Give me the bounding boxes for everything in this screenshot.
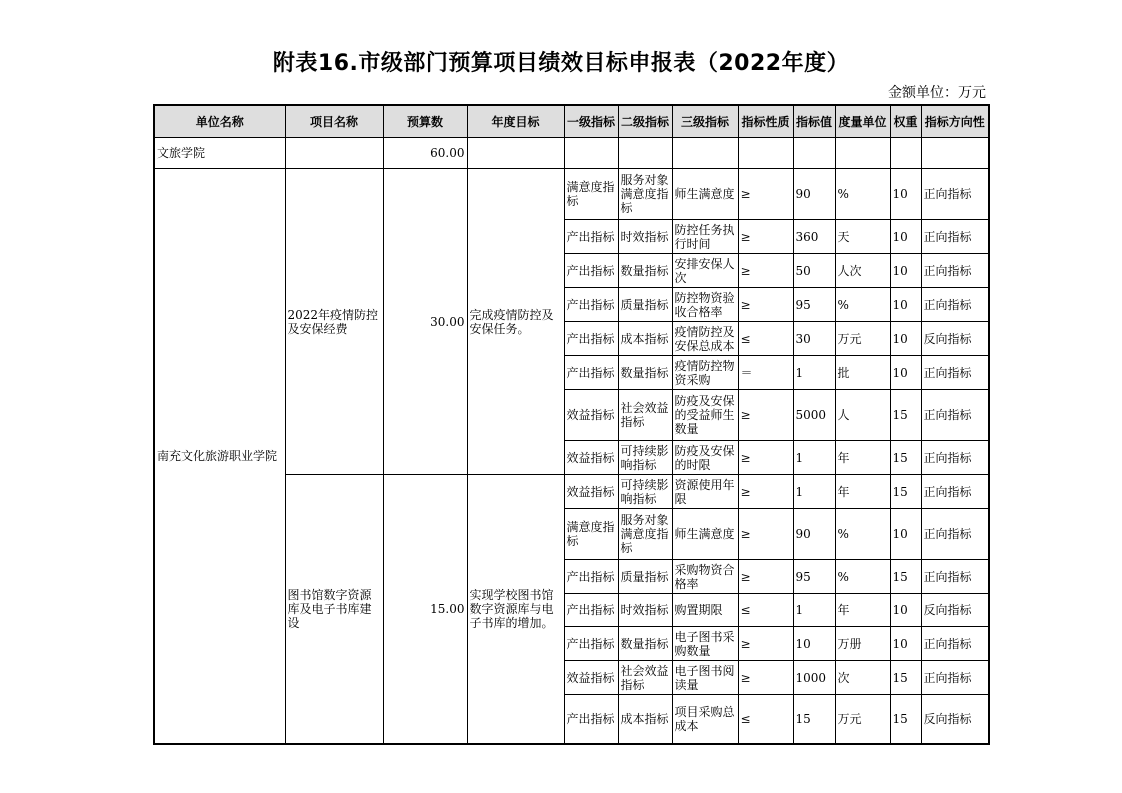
indicator-value: 50 — [793, 254, 835, 288]
col-nature: 指标性质 — [738, 105, 793, 138]
col-level1: 一级指标 — [564, 105, 618, 138]
level1-indicator: 产出指标 — [564, 356, 618, 390]
indicator-nature: ≤ — [738, 322, 793, 356]
indicator-weight: 15 — [890, 560, 921, 594]
indicator-nature: ≤ — [738, 594, 793, 627]
level2-indicator: 时效指标 — [618, 594, 672, 627]
indicator-value: 360 — [793, 220, 835, 254]
level3-indicator: 师生满意度 — [672, 509, 738, 560]
project-goal-cell: 完成疫情防控及安保任务。 — [467, 169, 564, 475]
col-value: 指标值 — [793, 105, 835, 138]
level2-indicator: 成本指标 — [618, 695, 672, 744]
performance-table — [153, 104, 990, 745]
level3-indicator: 采购物资合格率 — [672, 560, 738, 594]
project-budget-cell: 15.00 — [383, 475, 467, 744]
level1-indicator: 满意度指标 — [564, 509, 618, 560]
level3-indicator: 疫情防控及安保总成本 — [672, 322, 738, 356]
measure-unit: 年 — [835, 475, 890, 509]
col-project-name: 项目名称 — [285, 105, 383, 138]
indicator-nature: ≥ — [738, 169, 793, 220]
indicator-weight: 10 — [890, 254, 921, 288]
level2-indicator: 社会效益指标 — [618, 390, 672, 441]
level3-indicator: 安排安保人次 — [672, 254, 738, 288]
level3-indicator: 防控任务执行时间 — [672, 220, 738, 254]
project-name-cell: 2022年疫情防控及安保经费 — [285, 169, 383, 475]
measure-unit: % — [835, 169, 890, 220]
indicator-nature: ≥ — [738, 288, 793, 322]
indicator-direction: 正向指标 — [921, 288, 989, 322]
indicator-nature: ≥ — [738, 390, 793, 441]
indicator-direction: 正向指标 — [921, 254, 989, 288]
indicator-value: 90 — [793, 169, 835, 220]
indicator-nature: ≥ — [738, 509, 793, 560]
indicator-direction: 正向指标 — [921, 169, 989, 220]
project-budget-cell: 30.00 — [383, 169, 467, 475]
indicator-weight: 15 — [890, 441, 921, 475]
col-budget: 预算数 — [383, 105, 467, 138]
summary-project — [285, 138, 383, 169]
indicator-weight: 15 — [890, 695, 921, 744]
indicator-nature: ≥ — [738, 441, 793, 475]
level3-indicator: 电子图书采购数量 — [672, 627, 738, 661]
indicator-direction: 正向指标 — [921, 220, 989, 254]
indicator-value: 1 — [793, 475, 835, 509]
indicator-direction: 正向指标 — [921, 509, 989, 560]
measure-unit: 万元 — [835, 695, 890, 744]
summary-goal — [467, 138, 564, 169]
summary-row — [154, 138, 989, 169]
indicator-weight: 10 — [890, 169, 921, 220]
indicator-weight: 10 — [890, 288, 921, 322]
level2-indicator: 数量指标 — [618, 254, 672, 288]
level3-indicator: 师生满意度 — [672, 169, 738, 220]
level1-indicator: 满意度指标 — [564, 169, 618, 220]
indicator-weight: 10 — [890, 627, 921, 661]
col-unit-name: 单位名称 — [154, 105, 285, 138]
level1-indicator: 效益指标 — [564, 475, 618, 509]
level1-indicator: 产出指标 — [564, 627, 618, 661]
indicator-nature: ≥ — [738, 560, 793, 594]
col-measure-unit: 度量单位 — [835, 105, 890, 138]
indicator-value: 1 — [793, 594, 835, 627]
indicator-value: 15 — [793, 695, 835, 744]
level3-indicator: 资源使用年限 — [672, 475, 738, 509]
indicator-direction: 正向指标 — [921, 627, 989, 661]
measure-unit: 批 — [835, 356, 890, 390]
indicator-value: 1 — [793, 356, 835, 390]
indicator-weight: 15 — [890, 475, 921, 509]
level3-indicator: 疫情防控物资采购 — [672, 356, 738, 390]
level1-indicator: 产出指标 — [564, 220, 618, 254]
indicator-nature: ≥ — [738, 661, 793, 695]
level1-indicator: 效益指标 — [564, 390, 618, 441]
indicator-weight: 15 — [890, 661, 921, 695]
indicator-weight: 10 — [890, 220, 921, 254]
amount-unit-label: 金额单位：万元 — [888, 85, 986, 101]
level1-indicator: 效益指标 — [564, 441, 618, 475]
project-goal-cell: 实现学校图书馆数字资源库与电子书库的增加。 — [467, 475, 564, 744]
indicator-weight: 10 — [890, 322, 921, 356]
indicator-value: 30 — [793, 322, 835, 356]
indicator-value: 1 — [793, 441, 835, 475]
measure-unit: 万册 — [835, 627, 890, 661]
indicator-value: 1000 — [793, 661, 835, 695]
indicator-direction: 正向指标 — [921, 390, 989, 441]
indicator-weight: 10 — [890, 509, 921, 560]
measure-unit: % — [835, 509, 890, 560]
summary-budget: 60.00 — [383, 138, 467, 169]
summary-unit: 文旅学院 — [154, 138, 285, 169]
level2-indicator: 质量指标 — [618, 288, 672, 322]
indicator-row — [154, 169, 989, 220]
measure-unit: 年 — [835, 594, 890, 627]
measure-unit: 万元 — [835, 322, 890, 356]
indicator-direction: 正向指标 — [921, 356, 989, 390]
level3-indicator: 电子图书阅读量 — [672, 661, 738, 695]
measure-unit: 次 — [835, 661, 890, 695]
level2-indicator: 时效指标 — [618, 220, 672, 254]
indicator-direction: 反向指标 — [921, 695, 989, 744]
measure-unit: 人次 — [835, 254, 890, 288]
indicator-nature: ≥ — [738, 254, 793, 288]
indicator-value: 90 — [793, 509, 835, 560]
level3-indicator: 项目采购总成本 — [672, 695, 738, 744]
col-level3: 三级指标 — [672, 105, 738, 138]
measure-unit: 人 — [835, 390, 890, 441]
indicator-direction: 正向指标 — [921, 661, 989, 695]
page-title: 附表16.市级部门预算项目绩效目标申报表（2022年度） — [272, 51, 850, 76]
level3-indicator: 防控物资验收合格率 — [672, 288, 738, 322]
level1-indicator: 产出指标 — [564, 322, 618, 356]
indicator-value: 5000 — [793, 390, 835, 441]
level2-indicator: 数量指标 — [618, 356, 672, 390]
level2-indicator: 服务对象满意度指标 — [618, 169, 672, 220]
col-direction: 指标方向性 — [921, 105, 989, 138]
indicator-direction: 正向指标 — [921, 475, 989, 509]
level2-indicator: 可持续影响指标 — [618, 441, 672, 475]
indicator-nature: ＝ — [738, 356, 793, 390]
level1-indicator: 产出指标 — [564, 254, 618, 288]
project-name-cell: 图书馆数字资源库及电子书库建设 — [285, 475, 383, 744]
level1-indicator: 效益指标 — [564, 661, 618, 695]
measure-unit: 天 — [835, 220, 890, 254]
indicator-direction: 反向指标 — [921, 594, 989, 627]
level3-indicator: 防疫及安保的时限 — [672, 441, 738, 475]
indicator-direction: 反向指标 — [921, 322, 989, 356]
indicator-nature: ≤ — [738, 695, 793, 744]
level2-indicator: 服务对象满意度指标 — [618, 509, 672, 560]
indicator-weight: 10 — [890, 594, 921, 627]
measure-unit: % — [835, 288, 890, 322]
level2-indicator: 可持续影响指标 — [618, 475, 672, 509]
header-row — [154, 105, 989, 138]
level2-indicator: 社会效益指标 — [618, 661, 672, 695]
level1-indicator: 产出指标 — [564, 594, 618, 627]
level1-indicator: 产出指标 — [564, 560, 618, 594]
indicator-nature: ≥ — [738, 475, 793, 509]
level3-indicator: 购置期限 — [672, 594, 738, 627]
level1-indicator: 产出指标 — [564, 288, 618, 322]
measure-unit: % — [835, 560, 890, 594]
indicator-weight: 15 — [890, 390, 921, 441]
col-weight: 权重 — [890, 105, 921, 138]
level1-indicator: 产出指标 — [564, 695, 618, 744]
level2-indicator: 质量指标 — [618, 560, 672, 594]
unit-name-cell: 南充文化旅游职业学院 — [154, 169, 285, 744]
level2-indicator: 数量指标 — [618, 627, 672, 661]
indicator-value: 95 — [793, 560, 835, 594]
indicator-nature: ≥ — [738, 220, 793, 254]
col-level2: 二级指标 — [618, 105, 672, 138]
measure-unit: 年 — [835, 441, 890, 475]
indicator-value: 95 — [793, 288, 835, 322]
indicator-nature: ≥ — [738, 627, 793, 661]
indicator-value: 10 — [793, 627, 835, 661]
indicator-direction: 正向指标 — [921, 441, 989, 475]
indicator-direction: 正向指标 — [921, 560, 989, 594]
level2-indicator: 成本指标 — [618, 322, 672, 356]
level3-indicator: 防疫及安保的受益师生数量 — [672, 390, 738, 441]
indicator-weight: 10 — [890, 356, 921, 390]
col-annual-goal: 年度目标 — [467, 105, 564, 138]
